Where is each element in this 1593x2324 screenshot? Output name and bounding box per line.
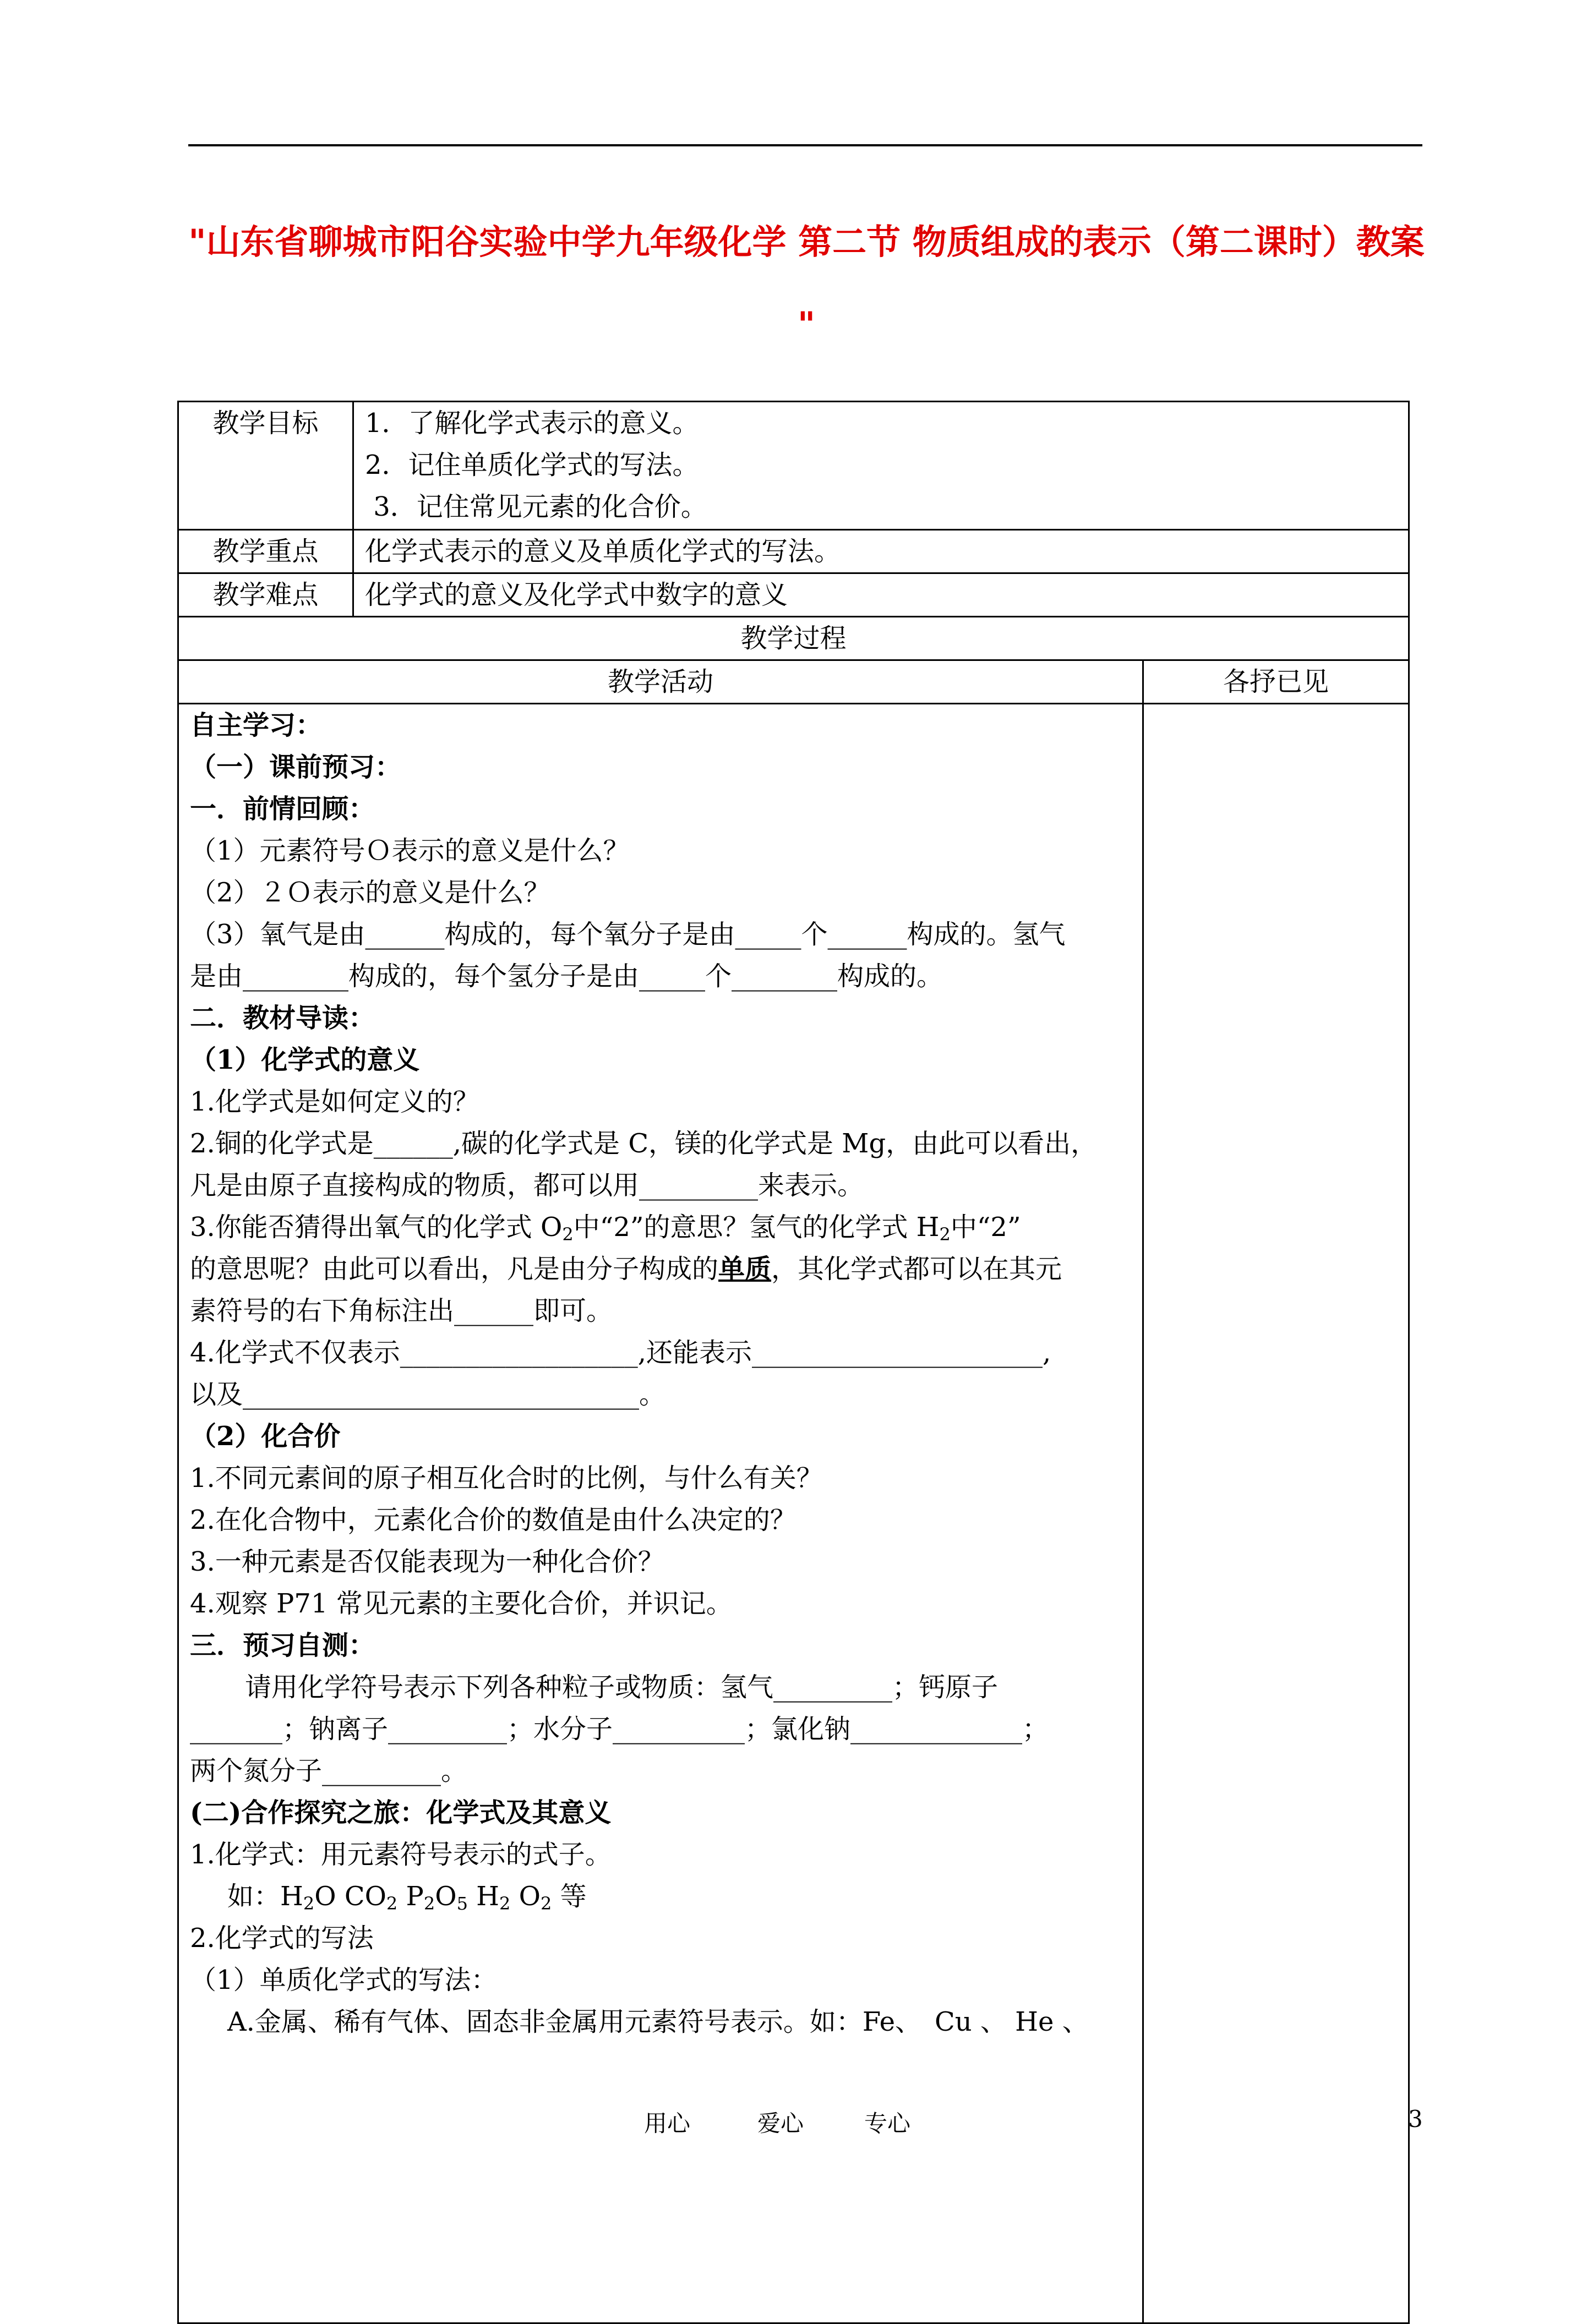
formula-examples: 如：$H_2O$ $CO_2$ $P_2O_5$ $H_2$ $O_2$ 等 [227, 1881, 587, 1914]
notes-cell [1143, 704, 1409, 2323]
question-line: 4.化学式不仅表示__________________,还能表示______________________, [190, 1337, 1051, 1368]
question-line: 1.化学式：用元素符号表示的式子。 [190, 1839, 612, 1870]
objectives-list [353, 402, 1409, 530]
section-heading: （2）化合价 [190, 1421, 341, 1452]
question-line: 2.铜的化学式是______,碳的化学式是 C，镁的化学式是 Mg，由此可以看出， [190, 1128, 1098, 1159]
process-header: 教学过程 [178, 617, 1409, 660]
question-line: 素符号的右下角标注出______即可。 [190, 1295, 613, 1326]
question-line: 1.不同元素间的原子相互化合时的比例，与什么有关？ [190, 1463, 823, 1494]
lesson-plan-table [177, 401, 1410, 2324]
notes-header: 各抒已见 [1143, 660, 1409, 704]
activity-header: 教学活动 [178, 660, 1143, 704]
activity-content [178, 704, 1143, 2323]
question-line: 请用化学符号表示下列各种粒子或物质：氢气_________；钙原子 [245, 1672, 999, 1703]
question-line: 的意思呢？由此可以看出，凡是由分子构成的单质，其化学式都可以在其元 [190, 1254, 1062, 1284]
question-line: 3.一种元素是否仅能表现为一种化合价？ [190, 1546, 664, 1577]
difficulties-label: 教学难点 [178, 573, 353, 617]
question-line: 凡是由原子直接构成的物质，都可以用_________来表示。 [190, 1170, 864, 1201]
section-heading: （一）课前预习： [190, 752, 402, 783]
footer-text: 爱心 [757, 2110, 804, 2137]
key-points-label: 教学重点 [178, 530, 353, 573]
objectives-label: 教学目标 [178, 402, 353, 530]
header-rule [188, 144, 1422, 146]
question-line: 2.在化合物中，元素化合价的数值是由什么决定的？ [190, 1505, 796, 1535]
footer-text: 专心 [864, 2110, 911, 2137]
question-line: A.金属、稀有气体、固态非金属用元素符号表示。如：Fe、 Cu 、 He 、 [227, 2006, 1089, 2037]
footer-text: 用心 [644, 2110, 691, 2137]
question-line: 3.你能否猜得出氧气的化学式 $O_2$中“2”的意思？氢气的化学式 $H_2$中“2” [190, 1212, 1021, 1245]
section-heading: 三．预习自测： [190, 1630, 375, 1661]
question-line: （1）元素符号Ｏ表示的意义是什么？ [190, 835, 630, 866]
objective-item: 1．了解化学式表示的意义。 [365, 408, 699, 439]
question-line: （3）氧气是由______构成的，每个氧分子是由_____个______构成的。氢气 [190, 919, 1066, 950]
question-line: 是由________构成的，每个氢分子是由_____个________构成的。 [190, 961, 943, 992]
question-line: 2.化学式的写法 [190, 1923, 374, 1954]
section-heading: 一．前情回顾： [190, 794, 375, 824]
page-number: 3 [1408, 2106, 1423, 2132]
question-line: 1.化学式是如何定义的？ [190, 1086, 479, 1117]
question-line: 4.观察 P71 常见元素的主要化合价，并识记。 [190, 1588, 733, 1619]
objective-item: 3．记住常见元素的化合价。 [365, 491, 707, 522]
question-line: （2）２Ｏ表示的意义是什么？ [190, 877, 550, 908]
document-title: "山东省聊城市阳谷实验中学九年级化学 第二节 物质组成的表示（第二课时）教案 " [188, 222, 1425, 345]
question-line: 两个氮分子_________。 [190, 1756, 468, 1786]
difficulties-text: 化学式的意义及化学式中数字的意义 [353, 573, 1409, 617]
question-line: 以及______________________________。 [190, 1379, 666, 1410]
section-heading: 自主学习： [190, 710, 323, 741]
section-heading: 二．教材导读： [190, 1003, 375, 1034]
emphasis-text: 单质 [718, 1254, 772, 1284]
section-heading: （1）化学式的意义 [190, 1045, 420, 1075]
section-heading: (二)合作探究之旅：化学式及其意义 [190, 1797, 612, 1828]
question-line: _______；钠离子_________；水分子__________；氯化钠_____________； [190, 1714, 1049, 1745]
question-line: （1）单质化学式的写法： [190, 1965, 498, 1995]
key-points-text: 化学式表示的意义及单质化学式的写法。 [353, 530, 1409, 573]
objective-item: 2．记住单质化学式的写法。 [365, 450, 699, 480]
